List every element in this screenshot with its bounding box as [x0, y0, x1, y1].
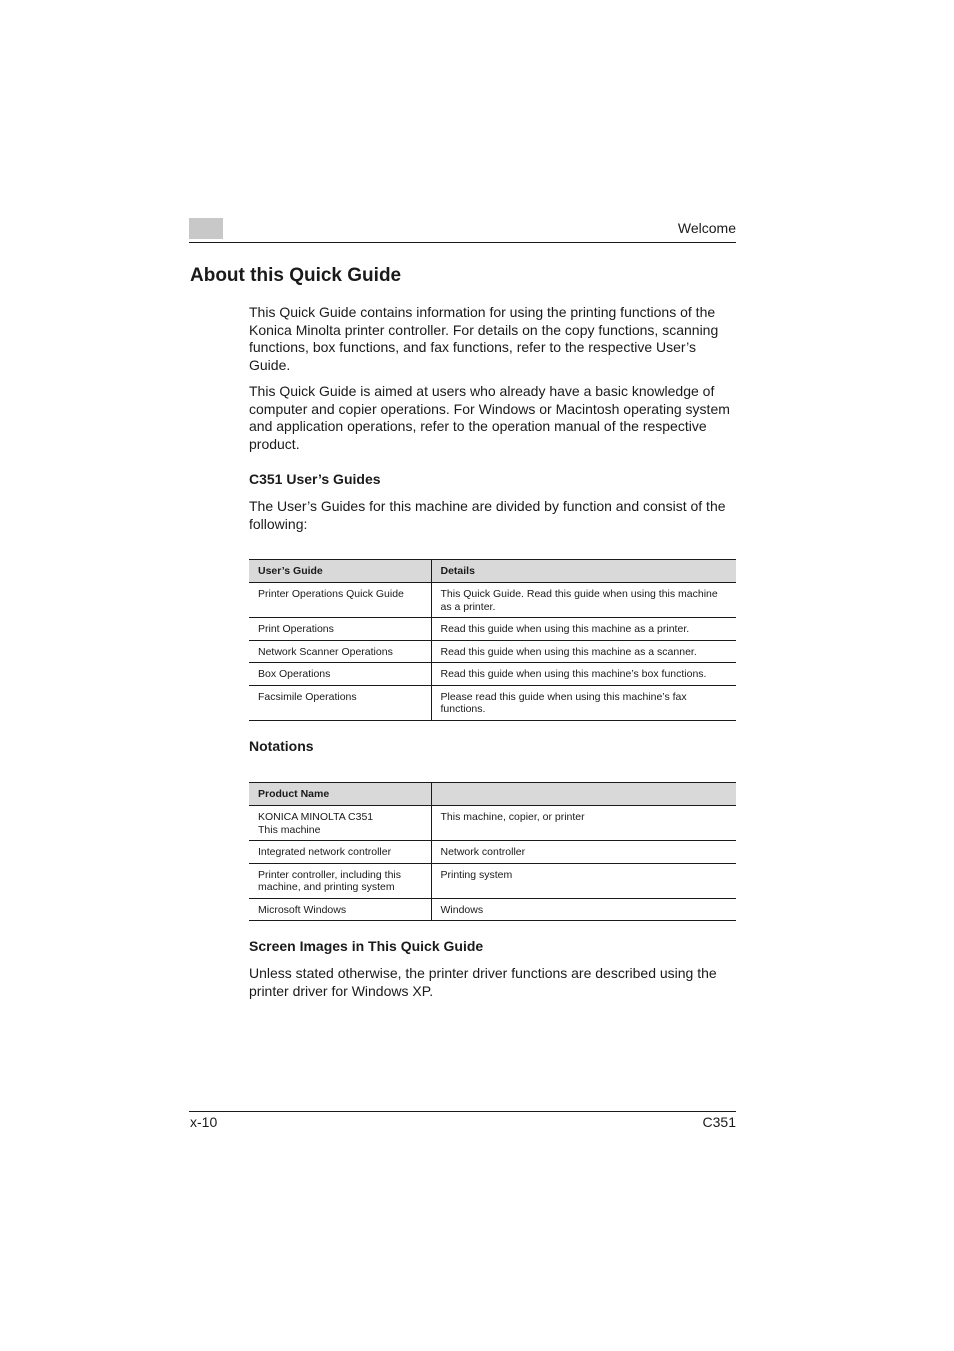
notation-cell: Network controller: [431, 841, 736, 864]
screen-images-text: Unless stated otherwise, the printer driver functions are described using the printer driver for Windows XP.: [249, 965, 717, 999]
table-row: [249, 618, 736, 641]
users-guides-text: The User’s Guides for this machine are divided by function and consist of the following:: [249, 498, 726, 532]
page-number: x-10: [190, 1114, 218, 1130]
product-name-cell: Printer controller, including this machine, and printing system: [249, 863, 431, 898]
product-name-cell: KONICA MINOLTA C351 This machine: [249, 806, 431, 841]
guide-details-cell: Read this guide when using this machine as a scanner.: [431, 640, 736, 663]
table-header-row: [249, 560, 736, 583]
notations-table: [249, 782, 736, 921]
product-name-cell: Microsoft Windows: [249, 898, 431, 921]
guide-name-cell: Print Operations: [249, 618, 431, 641]
product-name-cell: Integrated network controller: [249, 841, 431, 864]
guide-details-cell: This Quick Guide. Read this guide when using this machine as a printer.: [431, 583, 736, 618]
users-guides-heading: C351 User’s Guides: [249, 471, 381, 487]
guide-details-cell: Read this guide when using this machine’s box functions.: [431, 663, 736, 686]
guide-name-cell: Box Operations: [249, 663, 431, 686]
table-row: [249, 863, 736, 898]
header-divider: [189, 242, 736, 243]
intro-paragraph-1: This Quick Guide contains information for using the printing functions of the Konica Minolta printer controller. For details on the copy functions, scanning functions, box functions, and fax functions, refer to the respective User’s Guide.: [249, 304, 719, 374]
column-header: User’s Guide: [249, 560, 431, 583]
guide-details-cell: Please read this guide when using this machine’s fax functions.: [431, 685, 736, 720]
guide-details-cell: Read this guide when using this machine as a printer.: [431, 618, 736, 641]
table-row: [249, 685, 736, 720]
notation-cell: Windows: [431, 898, 736, 921]
table-row: [249, 841, 736, 864]
model-name: C351: [702, 1114, 736, 1130]
column-header: Product Name: [249, 783, 431, 806]
footer-divider: [189, 1111, 736, 1112]
column-header: Details: [431, 560, 736, 583]
column-header: [431, 783, 736, 806]
guide-name-cell: Printer Operations Quick Guide: [249, 583, 431, 618]
table-header-row: [249, 783, 736, 806]
notations-heading: Notations: [249, 738, 314, 754]
header-tab-marker: [189, 218, 223, 239]
table-row: [249, 640, 736, 663]
table-row: [249, 583, 736, 618]
table-row: [249, 806, 736, 841]
screen-images-heading: Screen Images in This Quick Guide: [249, 938, 484, 954]
table-row: [249, 663, 736, 686]
header-section-title: Welcome: [677, 220, 736, 236]
page-title: About this Quick Guide: [190, 265, 402, 286]
users-guides-table: [249, 559, 736, 721]
intro-paragraph-2: This Quick Guide is aimed at users who already have a basic knowledge of computer and copier operations. For Windows or Macintosh operating system and application operations, refer to the operation manual of the respective product.: [249, 383, 730, 453]
notation-cell: This machine, copier, or printer: [431, 806, 736, 841]
guide-name-cell: Facsimile Operations: [249, 685, 431, 720]
table-row: [249, 898, 736, 921]
notation-cell: Printing system: [431, 863, 736, 898]
guide-name-cell: Network Scanner Operations: [249, 640, 431, 663]
